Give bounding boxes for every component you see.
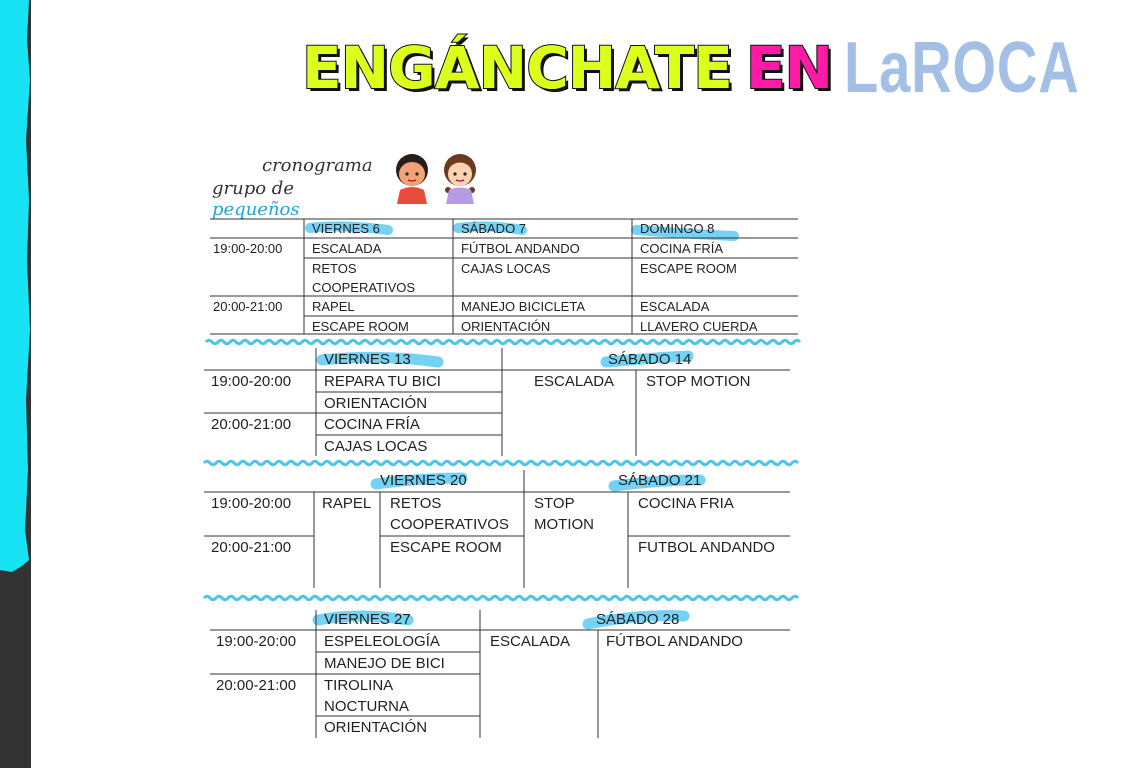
- activity-cell: COOPERATIVOS: [390, 516, 509, 533]
- time-slot: 20:00-21:00: [213, 299, 283, 314]
- day-header: SÁBADO 28: [596, 611, 680, 628]
- activity-cell: MANEJO DE BICI: [324, 655, 445, 672]
- day-header: VIERNES 27: [324, 611, 411, 628]
- activity-cell: ESCAPE ROOM: [640, 261, 737, 276]
- activity-cell: FUTBOL ANDANDO: [638, 539, 775, 556]
- activity-cell: RETOS: [390, 495, 442, 512]
- activity-cell: COOPERATIVOS: [312, 280, 416, 295]
- time-slot: 19:00-20:00: [213, 241, 283, 256]
- activity-cell: ESCAPE ROOM: [312, 319, 409, 334]
- activity-cell: FÚTBOL ANDANDO: [461, 241, 580, 256]
- time-slot: 19:00-20:00: [211, 373, 292, 390]
- activity-cell: COCINA FRIA: [638, 495, 734, 512]
- activity-cell: ORIENTACIÓN: [324, 395, 428, 412]
- activity-cell: STOP: [534, 495, 575, 512]
- activity-cell: ESCALADA: [640, 299, 710, 314]
- activity-cell: MOTION: [534, 516, 594, 533]
- activity-cell: TIROLINA: [324, 677, 394, 694]
- activity-cell: ESPELEOLOGÍA: [324, 633, 440, 650]
- activity-cell: ESCALADA: [534, 373, 615, 390]
- activity-cell: RAPEL: [312, 299, 355, 314]
- week1-table: [210, 219, 798, 334]
- day-header: VIERNES 13: [324, 351, 411, 368]
- week4-table: [210, 610, 790, 738]
- activity-cell: ESCALADA: [312, 241, 382, 256]
- wave-divider: [204, 461, 798, 465]
- activity-cell: MANEJO BICICLETA: [461, 299, 586, 314]
- activity-cell: ORIENTACIÓN: [461, 319, 551, 334]
- title-part-engánchate: ENGÁNCHATE: [302, 34, 732, 102]
- laroca-logo: LaROCA: [844, 28, 1080, 108]
- day-header: VIERNES 6: [312, 221, 380, 236]
- time-slot: 20:00-21:00: [211, 539, 292, 556]
- activity-cell: CAJAS LOCAS: [461, 261, 551, 276]
- time-slot: 19:00-20:00: [211, 495, 292, 512]
- activity-cell: CAJAS LOCAS: [324, 438, 428, 455]
- subtitle-grupo-de: grupo de: [212, 178, 294, 199]
- day-header: DOMINGO 8: [640, 221, 715, 236]
- activity-cell: COCINA FRÍA: [324, 416, 420, 433]
- time-slot: 19:00-20:00: [216, 633, 297, 650]
- activity-cell: REPARA TU BICI: [324, 373, 441, 390]
- day-header: VIERNES 20: [380, 472, 467, 489]
- day-header: SÁBADO 14: [608, 351, 692, 368]
- activity-cell: FÚTBOL ANDANDO: [606, 633, 743, 650]
- day-header: SÁBADO 7: [461, 221, 527, 236]
- wave-divider: [204, 596, 798, 600]
- wave-divider: [206, 340, 800, 344]
- activity-cell: RETOS: [312, 261, 357, 276]
- activity-cell: ESCAPE ROOM: [390, 539, 502, 556]
- time-slot: 20:00-21:00: [211, 416, 292, 433]
- activity-cell: ESCALADA: [490, 633, 571, 650]
- day-header: SÁBADO 21: [618, 472, 702, 489]
- activity-cell: RAPEL: [322, 495, 372, 512]
- title-part-en: EN: [745, 34, 833, 102]
- activity-cell: NOCTURNA: [324, 698, 409, 715]
- activity-cell: COCINA FRÍA: [640, 241, 724, 256]
- week3-table: [204, 470, 790, 588]
- activity-cell: LLAVERO CUERDA: [640, 319, 758, 334]
- subtitle-pequenos: pequeños: [212, 199, 300, 220]
- activity-cell: ORIENTACIÓN: [324, 719, 428, 736]
- time-slot: 20:00-21:00: [216, 677, 297, 694]
- subtitle-line1: cronograma: [262, 155, 373, 176]
- week2-table: [204, 348, 790, 456]
- activity-cell: STOP MOTION: [646, 373, 751, 390]
